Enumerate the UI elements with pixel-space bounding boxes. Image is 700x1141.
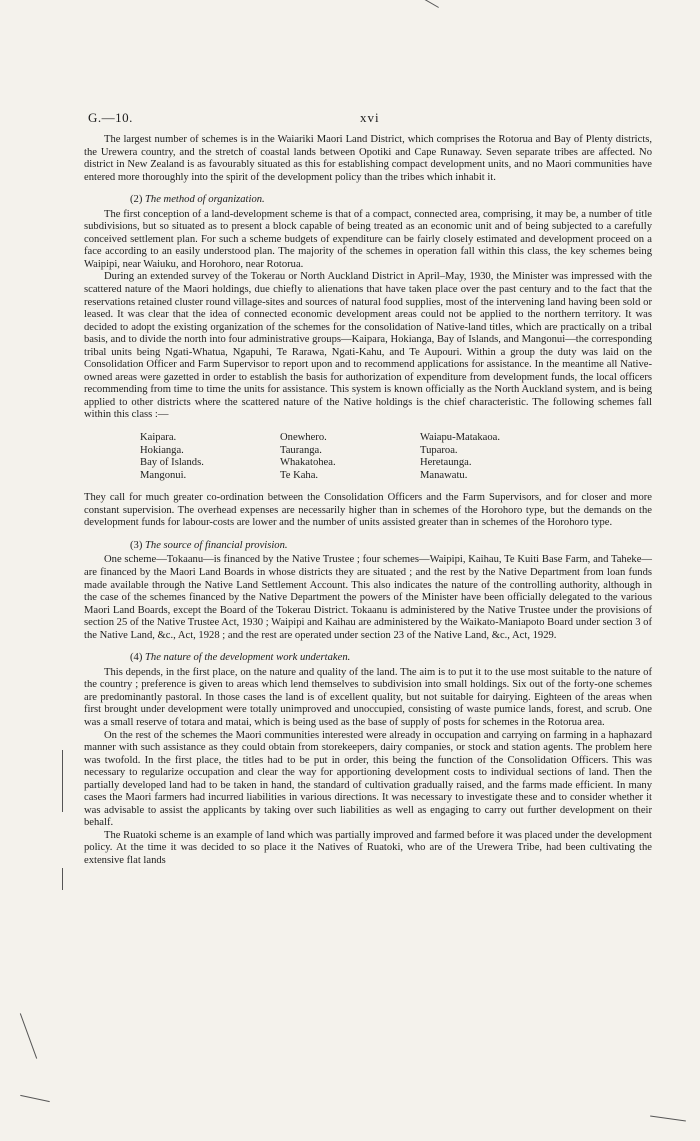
page-number: xvi: [360, 110, 380, 125]
document-reference: G.—10.: [88, 110, 133, 125]
section-number: (3): [130, 539, 143, 551]
page-body: [84, 134, 652, 868]
scheme-name: Waiapu-Matakaoa.: [420, 432, 501, 444]
scheme-name: Mangonui.: [140, 469, 187, 481]
scheme-name: Heretaunga.: [420, 457, 472, 469]
scheme-list: [140, 432, 652, 482]
scheme-name: Manawatu.: [420, 469, 468, 481]
section-heading-finance: [84, 540, 652, 553]
section-title: The source of financial provision.: [145, 539, 288, 551]
margin-pencil-line: [20, 1095, 50, 1102]
scheme-name: Kaipara.: [140, 432, 177, 444]
scheme-name: Tauranga.: [280, 444, 322, 456]
section-heading-development-work: [84, 652, 652, 665]
section-heading-method: [84, 194, 652, 207]
body-paragraph: This depends, in the first place, on the nature and quality of the land. The aim is to put it to the use most suitable to the nature of the country ; preference is given to areas which lend themselves to subdivision into small holdings. Six out of the forty-one schemes are predominantly pastoral. In those cases the land is of excellent quality, but not suitable for dairying. Eighteen of the areas when first brought under development were totally unimproved and unoccupied, consisting of waste pumice lands, forest, and scrub. One was a small reserve of totara and matai, which is being used as the base of supply of posts for schemes in the Rotorua area.: [84, 666, 652, 728]
body-paragraph: One scheme—Tokaanu—is financed by the Native Trustee ; four schemes—Waipipi, Kaihau, Te Kuiti Base Farm, and Taheke—are financed by the Maori Land Boards in whose districts they are situated ; and the rest by the Native Department from loan funds made available through the Native Land Settlement Account. This also indicates the nature of the controlling authority, although in the case of the schemes financed by the Native Department the powers of the Minister have been officially delegated to the various Maori Land Boards, except the Board of the Tokerau District. Tokaanu is administered by the Native Trustee under the provisions of section 25 of the Native Trustee Act, 1930 ; Waipipi and Kaihau are administered by the Waikato-Maniapoto Board under section 3 of the Native Land, &c., Act, 1928 ; and the rest are operated under section 23 of the Native Land, &c., Act, 1929.: [84, 554, 652, 641]
body-paragraph: The first conception of a land-development scheme is that of a compact, connected area, comprising, it may be, a number of title subdivisions, but so situated as to present a block capable of being treated as an economic unit and of being subjected to a carefully conceived settlement plan. For such a scheme budgets of expenditure can be fairly closely estimated and development proceed on a face according to an easily understood plan. The majority of the schemes in operation fall within this class, the key schemes being Waipipi, near Waiuku, and Horohoro, near Rotorua.: [84, 208, 652, 270]
margin-pencil-line: [421, 0, 439, 8]
margin-pencil-line: [62, 868, 63, 890]
page-header: [88, 110, 648, 128]
section-title: The method of organization.: [145, 194, 265, 206]
scheme-name: Tuparoa.: [420, 444, 458, 456]
scheme-name: Hokianga.: [140, 444, 184, 456]
margin-pencil-line: [62, 750, 63, 812]
body-paragraph: On the rest of the schemes the Maori communities interested were already in occupation and carrying on farming in a haphazard manner with such assistance as they could obtain from storekeepers, dairy companies, or stock and station agents. The problem here was twofold. In the first place, the titles had to be put in order, this being the function of the Consolidation Officers. This was necessary to regularize occupation and clear the way for apportioning development costs to individual sections of land. Then the partially developed land had to be taken in hand, the standard of cultivation gradually raised, and the farms made efficient. In many cases the Maori farmers had incurred liabilities in various directions. It was necessary to investigate these and to consider whether it was advisable to assist the applicants by taking over such liabilities as well as engaging to carry out further development on their behalf.: [84, 729, 652, 829]
scheme-name: Onewhero.: [280, 432, 327, 444]
margin-pencil-line: [650, 1115, 686, 1121]
body-paragraph: During an extended survey of the Tokerau or North Auckland District in April–May, 1930, the Minister was impressed with the scattered nature of the Maori holdings, due chiefly to alienations that have taken place over the past century and to the fact that the reservations retained cluster round village-sites and sources of natural food supplies, most of the intervening land having been sold or leased. It was clear that the idea of connected economic development areas could not be applied to the northern territory. It was decided to adopt the existing organization of the schemes for the consolidation of Native-land titles, which are practically on a tribal basis, and to divide the north into four administrative groups—Kaipara, Hokianga, Bay of Islands, and Mangonui—the corresponding tribal units being Ngati-Whatua, Ngapuhi, Te Rarawa, Ngati-Kahu, and Te Aupouri. Within a group the duty was laid on the Consolidation Officer and Farm Supervisor to report upon and to recommend applications for assistance. In the meantime all Native-owned areas were gazetted in order to establish the basis for authorization of expenditure from development funds, the local officers recommending from time to time the units for assistance. This system is known officially as the North Auckland system, and is being applied to other districts where the scattered nature of the Native holdings is the chief characteristic. The following schemes fall within this class :—: [84, 271, 652, 421]
scheme-name: Bay of Islands.: [140, 457, 204, 469]
scheme-name: Whakatohea.: [280, 457, 336, 469]
body-paragraph: They call for much greater co-ordination between the Consolidation Officers and the Farm Supervisors, and for closer and more constant supervision. The overhead expenses are necessarily higher than in schemes of the Horohoro type, but the demands on the development funds for labour-costs are lower and the number of units assisted greater than in schemes of the Horohoro type.: [84, 492, 652, 529]
section-title: The nature of the development work undertaken.: [145, 652, 351, 664]
intro-paragraph: The largest number of schemes is in the Waiariki Maori Land District, which comprises the Rotorua and Bay of Plenty districts, the Urewera country, and the stretch of coastal lands between Opotiki and Cape Runaway. Seven separate tribes are affected. No district in New Zealand is as favourably situated as this for establishing compact development units, and no Maori communities have entered more thoroughly into the spirit of the development policy than the tribes which inhabit it.: [84, 134, 652, 183]
section-number: (4): [130, 652, 143, 664]
margin-pencil-line: [20, 1013, 37, 1058]
section-number: (2): [130, 194, 143, 206]
scheme-name: Te Kaha.: [280, 469, 319, 481]
body-paragraph: The Ruatoki scheme is an example of land which was partially improved and farmed before it was placed under the development policy. At the time it was decided to so place it the Natives of Ruatoki, who are of the Urewera Tribe, had been cultivating the extensive flat lands: [84, 829, 652, 866]
